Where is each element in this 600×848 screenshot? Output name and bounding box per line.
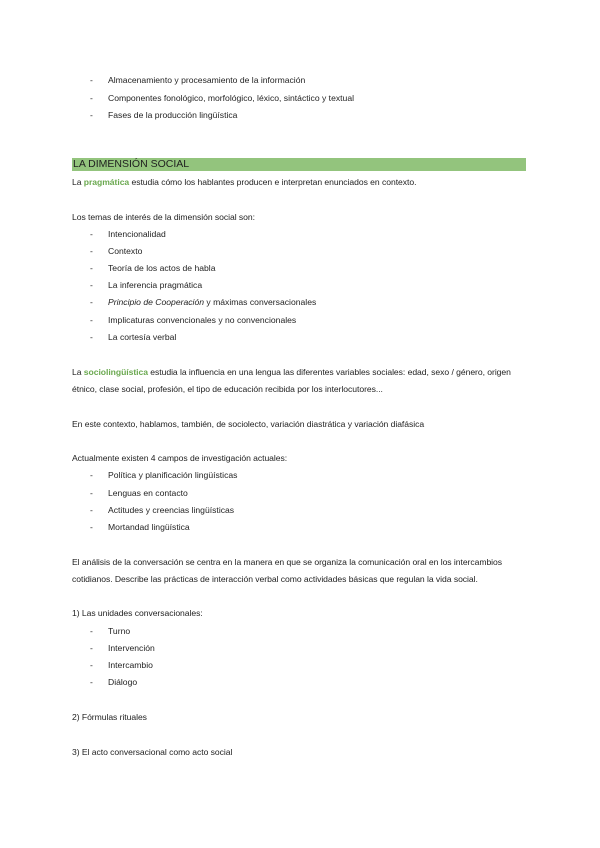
list-item-text: Almacenamiento y procesamiento de la información: [108, 75, 306, 85]
list-item: - Implicaturas convencionales y no convencionales: [90, 315, 297, 325]
list-item: - Intervención: [90, 643, 155, 653]
list-item: - Almacenamiento y procesamiento de la información: [90, 75, 306, 85]
list-item-text: Política y planificación lingüísticas: [108, 470, 238, 480]
section-heading: LA DIMENSIÓN SOCIAL: [72, 158, 526, 171]
text-rest: estudia la influencia en una lengua las diferentes variables sociales: edad, sexo / género, origen: [147, 367, 511, 377]
list-item-text: Intervención: [108, 643, 155, 653]
socio-line-1: [72, 366, 511, 378]
contexto-paragraph: En este contexto, hablamos, también, de sociolecto, variación diastrática y variación diafásica: [72, 419, 425, 429]
formulas-heading: 2) Fórmulas rituales: [72, 712, 147, 722]
list-item-text: Fases de la producción lingüística: [108, 110, 238, 120]
text-prefix: La: [72, 367, 84, 377]
list-item: - Fases de la producción lingüística: [90, 110, 238, 120]
list-item: - Mortandad lingüística: [90, 522, 190, 532]
list-item-text: Teoría de los actos de habla: [108, 263, 216, 273]
list-item: - Contexto: [90, 246, 143, 256]
list-item-text: Componentes fonológico, morfológico, léxico, sintáctico y textual: [108, 93, 355, 103]
list-item-text: La inferencia pragmática: [108, 280, 203, 290]
socio-line-2: étnico, clase social, profesión, el tipo de educación recibida por los interlocutores...: [72, 384, 383, 394]
list-item: - La inferencia pragmática: [90, 280, 203, 290]
list-item-text: Turno: [108, 626, 131, 636]
analisis-line-2: cotidianos. Describe las prácticas de interacción verbal como actividades básicas que regulan la vida social.: [72, 574, 478, 584]
principio-rest: y máximas conversacionales: [204, 297, 317, 307]
list-item-text: Diálogo: [108, 677, 138, 687]
campos-intro: Actualmente existen 4 campos de investigación actuales:: [72, 453, 288, 463]
list-item: - Teoría de los actos de habla: [90, 263, 216, 273]
acto-heading: 3) El acto conversacional como acto social: [72, 747, 233, 757]
text-rest: estudia cómo los hablantes producen e interpretan enunciados en contexto.: [129, 177, 417, 187]
list-item: - Política y planificación lingüísticas: [90, 470, 238, 480]
text-prefix: La: [72, 177, 84, 187]
list-item: - Intercambio: [90, 660, 153, 670]
list-item-text: Contexto: [108, 246, 143, 256]
list-item: - Actitudes y creencias lingüísticas: [90, 505, 235, 515]
list-item-text: Lenguas en contacto: [108, 488, 188, 498]
list-item-text: Implicaturas convencionales y no convencionales: [108, 315, 297, 325]
list-item: - Diálogo: [90, 677, 138, 687]
list-item-text: La cortesía verbal: [108, 332, 177, 342]
analisis-line-1: El análisis de la conversación se centra en la manera en que se organiza la comunicación oral en los intercambios: [72, 557, 503, 567]
list-item: - Componentes fonológico, morfológico, léxico, sintáctico y textual: [90, 93, 355, 103]
pragmatica-paragraph: [72, 176, 416, 188]
list-item-text: Mortandad lingüística: [108, 522, 190, 532]
list-item-text: Intercambio: [108, 660, 153, 670]
pragmatica-highlight: pragmática: [83, 177, 130, 187]
principio-italic: Principio de Cooperación: [108, 297, 205, 307]
list-item: - Lenguas en contacto: [90, 488, 188, 498]
list-item: - Turno: [90, 626, 131, 636]
list-item-text: Actitudes y creencias lingüísticas: [108, 505, 235, 515]
list-item-text: Intencionalidad: [108, 229, 166, 239]
unidades-heading: 1) Las unidades conversacionales:: [72, 608, 203, 618]
temas-intro: Los temas de interés de la dimensión social son:: [72, 212, 255, 222]
list-item: - La cortesía verbal: [90, 332, 177, 342]
socio-highlight: sociolingüística: [83, 367, 148, 377]
list-item: - Intencionalidad: [90, 229, 166, 239]
list-item: - Principio de Cooperación y máximas conversacionales: [90, 297, 317, 307]
